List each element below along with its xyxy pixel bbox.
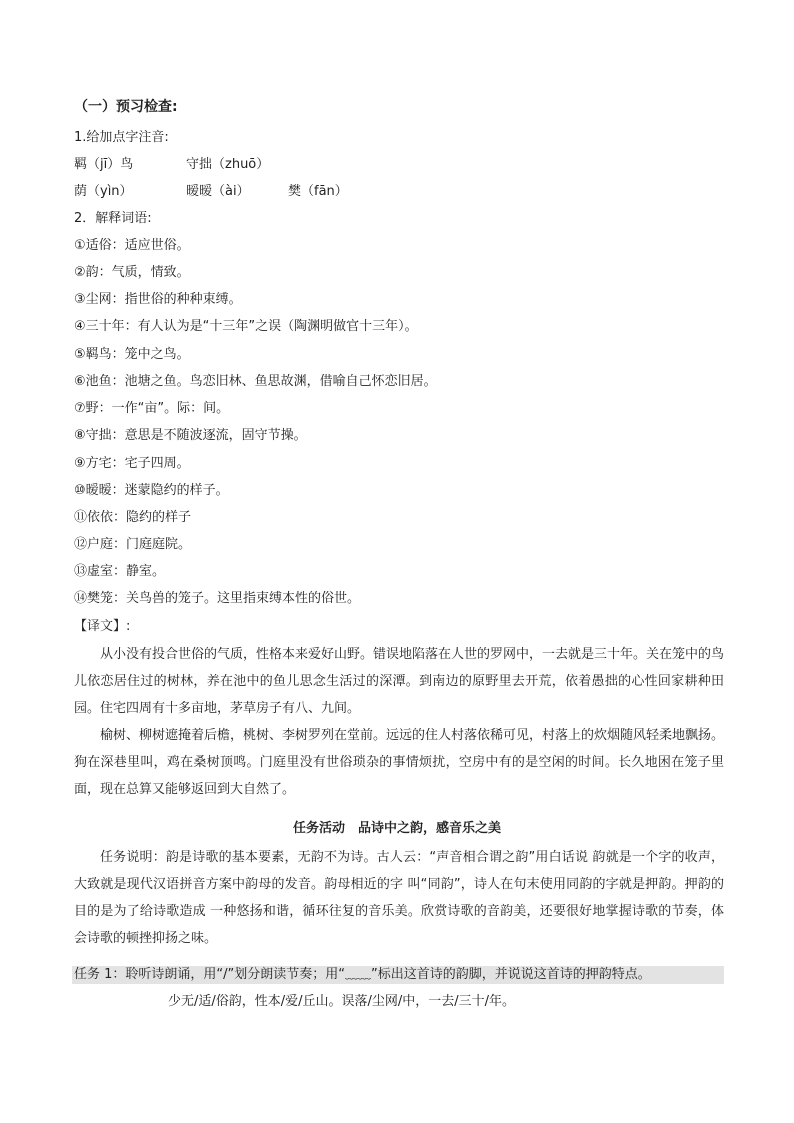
definition-item: ①适俗：适应世俗。 [74, 238, 190, 253]
translation-label: 【译文】: [74, 619, 131, 634]
definition-item: ⑬虚室：静室。 [74, 564, 166, 579]
definition-item: ⑨方宅：宅子四周。 [74, 456, 190, 471]
definition-item: ⑥池鱼：池塘之鱼。鸟恋旧林、鱼思故渊，借喻自己怀恋旧居。 [74, 374, 437, 389]
pinyin-item: 羁（jī）鸟 [74, 157, 134, 172]
task-1-instruction: 任务 1：聆听诗朗诵，用“/”划分朗读节奏；用“﹏﹏”标出这首诗的韵脚，并说说这首诗的押韵特点。 [74, 967, 651, 982]
definition-item: ②韵：气质，情致。 [74, 265, 190, 280]
poem-line: 少无/适/俗韵，性本/爱/丘山。误落/尘网/中，一去/三十/年。 [168, 994, 516, 1009]
definition-item: ⑧守拙：意思是不随波逐流，固守节操。 [74, 428, 307, 443]
definition-item: ⑪依依：隐约的样子 [74, 510, 192, 525]
pinyin-item: 荫（yìn） [74, 184, 133, 199]
translation-paragraph-1: 从小没有投合世俗的气质，性格本来爱好山野。错误地陷落在人世的罗网中，一去就是三十年。关在笼中的鸟儿依恋居住过的树林，养在池中的鱼儿思念生活过的深潭。到南边的原野里去开荒，依着愚拙的心性回家耕种田园。住宅四周有十多亩地，茅草房子有八、九间。 [74, 647, 725, 716]
section-heading: （一）预习检查: [74, 99, 178, 115]
pinyin-item: 樊（fān） [288, 184, 348, 199]
definition-item: ⑦野：一作“亩”。际：间。 [74, 401, 230, 416]
pinyin-item: 守拙（zhuō） [186, 157, 270, 172]
translation-paragraph-2: 榆树、柳树遮掩着后檐，桃树、李树罗列在堂前。远远的住人村落依稀可见，村落上的炊烟随风轻柔地飘扬。狗在深巷里叫，鸡在桑树顶鸣。门庭里没有世俗琐杂的事情烦扰，空房中有的是空闲的时间。长久地困在笼子里面，现在总算又能够返回到大自然了。 [74, 728, 725, 797]
definition-item: ⑭樊笼：关鸟兽的笼子。这里指束缚本性的俗世。 [74, 591, 361, 606]
definition-item: ④三十年：有人认为是“十三年”之误（陶渊明做官十三年）。 [74, 319, 418, 334]
question-1-title: 1.给加点字注音: [74, 130, 169, 145]
definition-item: ⑩暧暧：迷蒙隐约的样子。 [74, 483, 229, 498]
question-2-title: 2．解释词语: [74, 211, 152, 226]
definition-item: ⑫户庭：门庭庭院。 [74, 537, 192, 552]
task-title: 任务活动 品诗中之韵，感音乐之美 [292, 821, 501, 836]
task-description: 任务说明：韵是诗歌的基本要素，无韵不为诗。古人云：“声音相合谓之韵”用白话说 韵就是一个字的收声，大致就是现代汉语拼音方案中韵母的发音。韵母相近的字 叫“同韵”，诗人在句末使用同韵的字就是押韵。押韵的目的是为了给诗歌造成 一种悠扬和谐，循环往复的音乐美。欣赏诗歌的音韵美，还要很好地掌握诗歌的节奏，体会诗歌的顿挫抑扬之味。 [74, 850, 724, 946]
definition-item: ③尘网：指世俗的种种束缚。 [74, 292, 242, 307]
definition-item: ⑤羁鸟：笼中之鸟。 [74, 347, 190, 362]
pinyin-item: 暧暧（ài） [186, 184, 250, 199]
